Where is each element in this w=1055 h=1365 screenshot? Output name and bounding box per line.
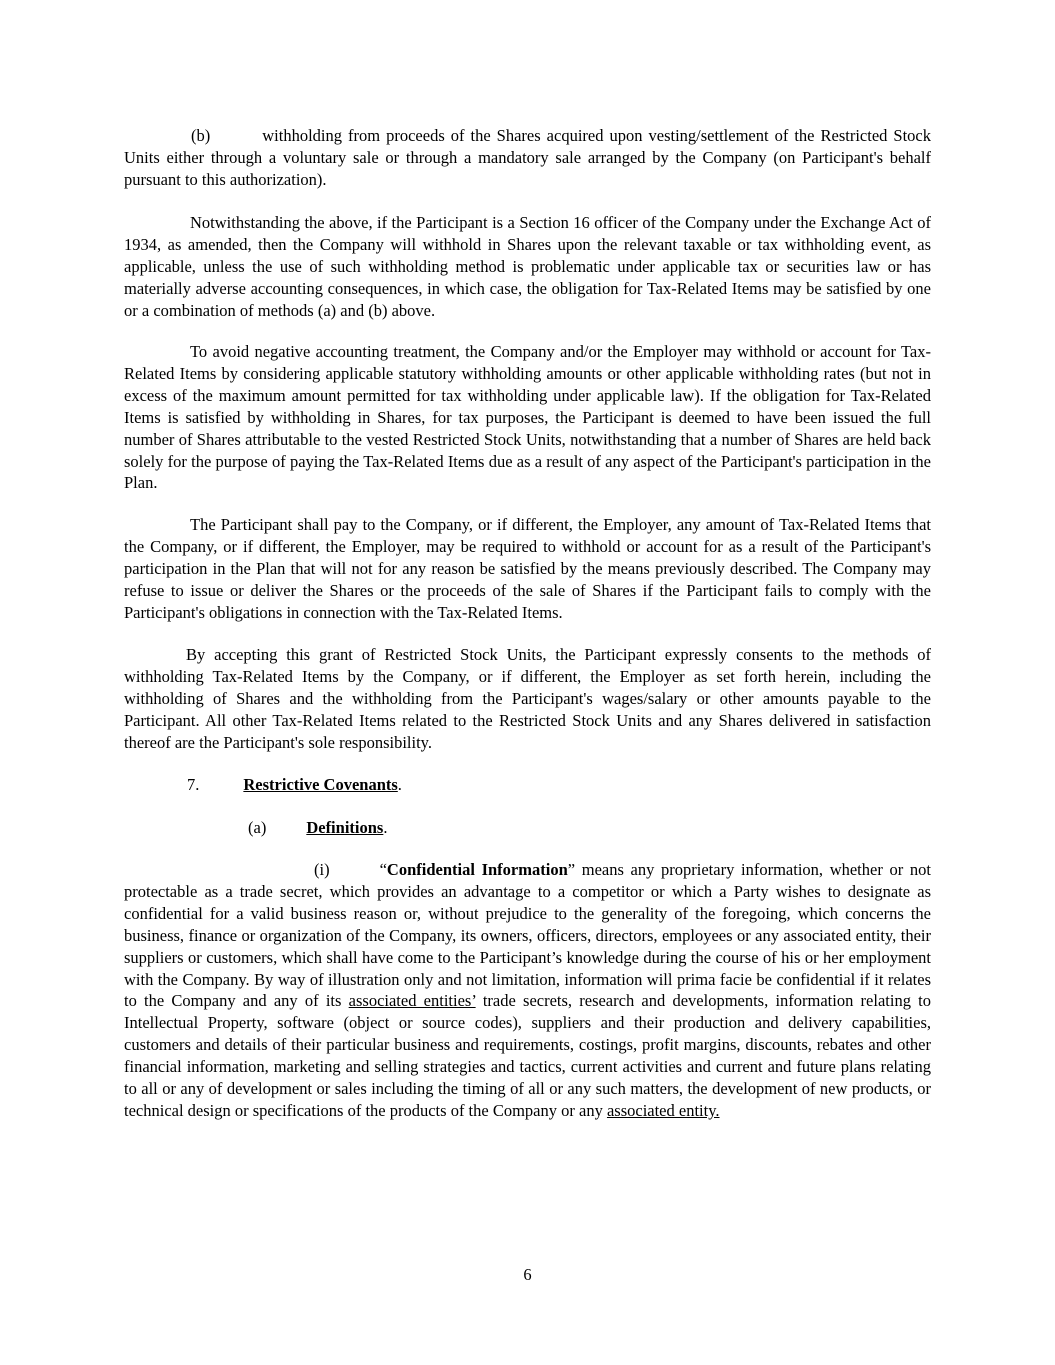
page-number: 6 (523, 1265, 532, 1284)
subsection-a-number: (a) (248, 818, 267, 837)
paragraph-consent (124, 644, 931, 754)
paragraph-section16 (124, 212, 931, 322)
paragraph-confidential-information (124, 859, 931, 1122)
subsection-a-title: Definitions (306, 818, 384, 837)
paragraph-consent-text: By accepting this grant of Restricted Stock Units, the Participant expressly consents to the methods of withholding Tax-Related Items by the Company, or if different, the Employer as set forth herein, including the withholding of Shares and the withholding from the Participant's wages/salary or other amounts payable to the Participant. All other Tax-Related Items related to the Restricted Stock Units and any Shares delivered in satisfaction thereof are the Participant's sole responsibility. (124, 645, 931, 752)
confidential-text-part1: means any proprietary information, whether or not protectable as a trade secret, which provides an advantage to a competitor or which a Party wishes to designate as confidential for a valid business reason or, without prejudice to the generality of the foregoing, which concerns the business, finance or organization of the Company, its owners, officers, directors, employees or any associated entity, their suppliers or customers, which shall have come to the Participant’s knowledge during the course of his or her employment with the Company. By way of illustration only and not limitation, information will prima facie be confidential if it relates to the Company and any of its (124, 860, 931, 1011)
associated-entities-reference: associated entities’ (348, 991, 476, 1011)
section-7-number: 7. (187, 775, 200, 794)
paragraph-participant-pay (124, 514, 931, 624)
paragraph-b-withholding-proceeds (124, 125, 931, 191)
paragraph-section16-text: Notwithstanding the above, if the Participant is a Section 16 officer of the Company under the Exchange Act of 1934, as amended, then the Company will withhold in Shares upon the relevant taxable or tax withholding event, as applicable, unless the use of such withholding method is problematic under applicable tax or securities law or has materially adverse accounting consequences, in which case, the obligation for Tax-Related Items may be satisfied by one or a combination of methods (a) and (b) above. (124, 213, 931, 320)
section-7-heading (187, 774, 402, 796)
paragraph-b-text: withholding from proceeds of the Shares acquired upon vesting/settlement of the Restricted Stock Units either through a voluntary sale or through a mandatory sale arranged by the Company (on Participant's behalf pursuant to this authorization). (124, 126, 931, 189)
section-7-title: Restrictive Covenants (243, 775, 398, 794)
associated-entity-reference: associated entity. (606, 1100, 720, 1120)
item-marker-b: (b) (191, 126, 211, 145)
term-close-quote: ” (567, 860, 576, 879)
subsection-a-suffix: . (383, 818, 388, 837)
confidential-text-part2: trade secrets, research and developments, information relating to Intellectual Property, software (object or source codes), suppliers and their production and delivery capabilities, customers and details of their particular business and requirements, costings, profit margins, discounts, rebates and other financial information, marketing and selling strategies and tactics, current activities and current and future plans relating to all or any of development or sales including the timing of all or any such matters, the development of new products, or technical design or specifications of the products of the Company or any (124, 991, 932, 1120)
term-open-quote: “ (379, 860, 387, 879)
subsection-a-heading (248, 817, 387, 839)
section-7-suffix: . (397, 775, 402, 794)
item-i-number: (i) (314, 860, 330, 879)
paragraph-accounting-text: To avoid negative accounting treatment, the Company and/or the Employer may withhold or account for Tax-Related Items by considering applicable statutory withholding amounts or other applicable withholding rates (but not in excess of the maximum amount permitted for tax withholding under applicable law). If the obligation for Tax-Related Items is satisfied by withholding in Shares, for tax purposes, the Participant is deemed to have been issued the full number of Shares attributable to the vested Restricted Stock Units, notwithstanding that a number of Shares are held back solely for the purpose of paying the Tax-Related Items due as a result of any aspect of the Participant's participation in the Plan. (124, 342, 931, 493)
paragraph-participant-pay-text: The Participant shall pay to the Company, or if different, the Employer, any amount of Tax-Related Items that the Company, or if different, the Employer, may be required to withhold or account for as a result of the Participant's participation in the Plan that will not for any reason be satisfied by the means previously described. The Company may refuse to issue or deliver the Shares or the proceeds of the sale of Shares if the Participant fails to comply with the Participant's obligations in connection with the Tax-Related Items. (124, 515, 931, 622)
term-confidential-information: Confidential Information (386, 860, 568, 879)
paragraph-accounting-treatment (124, 341, 931, 494)
